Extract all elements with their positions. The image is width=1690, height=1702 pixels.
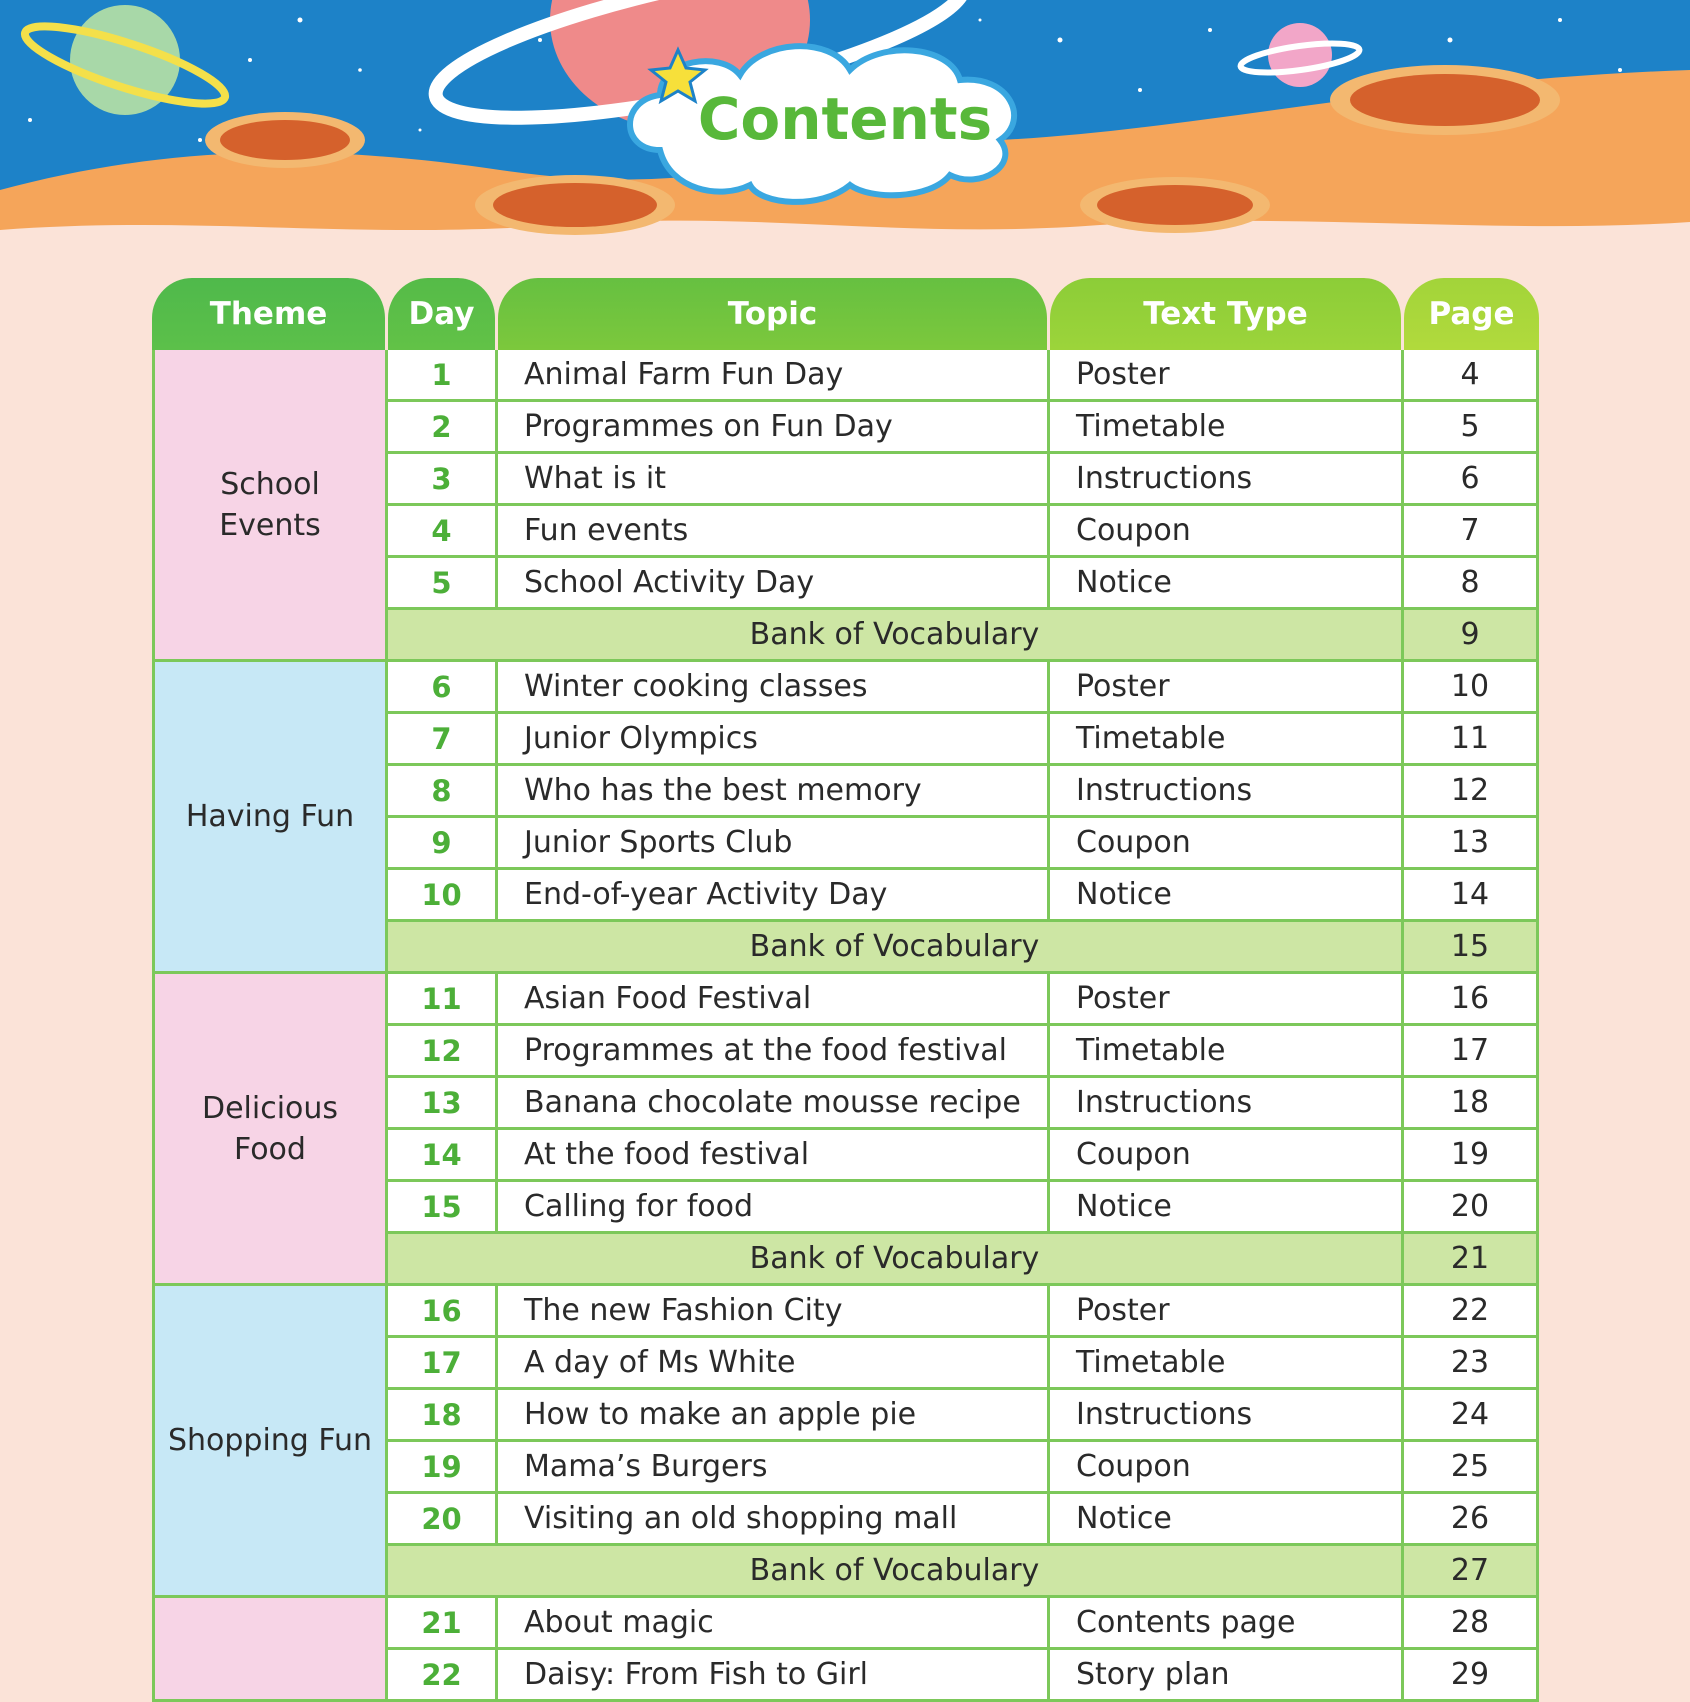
page-cell: 17 [1404,1026,1539,1078]
page-cell: 6 [1404,454,1539,506]
day-cell: 17 [388,1338,498,1390]
page-cell: 25 [1404,1442,1539,1494]
vocabulary-label: Bank of Vocabulary [388,922,1404,974]
day-cell: 10 [388,870,498,922]
day-cell: 21 [388,1598,498,1650]
text-type-cell: Contents page [1050,1598,1404,1650]
day-cell: 6 [388,662,498,714]
text-type-cell: Coupon [1050,1130,1404,1182]
topic-cell: Calling for food [498,1182,1050,1234]
vocabulary-page: 15 [1404,922,1539,974]
text-type-cell: Instructions [1050,454,1404,506]
day-cell: 15 [388,1182,498,1234]
header-page: Page [1404,278,1539,350]
text-type-cell: Notice [1050,1182,1404,1234]
page-cell: 23 [1404,1338,1539,1390]
day-cell: 3 [388,454,498,506]
page-cell: 20 [1404,1182,1539,1234]
contents-table [152,278,1539,1702]
topic-cell: How to make an apple pie [498,1390,1050,1442]
text-type-cell: Timetable [1050,1338,1404,1390]
page-cell: 29 [1404,1650,1539,1702]
header-day: Day [388,278,498,350]
vocabulary-label: Bank of Vocabulary [388,610,1404,662]
page-cell: 13 [1404,818,1539,870]
day-cell: 8 [388,766,498,818]
topic-cell: The new Fashion City [498,1286,1050,1338]
page-cell: 22 [1404,1286,1539,1338]
contents-body [152,350,1539,1702]
page-cell: 24 [1404,1390,1539,1442]
day-cell: 9 [388,818,498,870]
table-row [152,1286,1539,1338]
topic-cell: At the food festival [498,1130,1050,1182]
page-cell: 5 [1404,402,1539,454]
page-cell: 16 [1404,974,1539,1026]
topic-cell: Visiting an old shopping mall [498,1494,1050,1546]
text-type-cell: Coupon [1050,506,1404,558]
topic-cell: Programmes on Fun Day [498,402,1050,454]
text-type-cell: Timetable [1050,402,1404,454]
text-type-cell: Instructions [1050,766,1404,818]
page-cell: 14 [1404,870,1539,922]
text-type-cell: Instructions [1050,1390,1404,1442]
day-cell: 7 [388,714,498,766]
text-type-cell: Poster [1050,662,1404,714]
text-type-cell: Poster [1050,350,1404,402]
vocabulary-page: 21 [1404,1234,1539,1286]
topic-cell: End-of-year Activity Day [498,870,1050,922]
day-cell: 1 [388,350,498,402]
text-type-cell: Notice [1050,558,1404,610]
text-type-cell: Coupon [1050,818,1404,870]
day-cell: 2 [388,402,498,454]
text-type-cell: Poster [1050,1286,1404,1338]
text-type-cell: Timetable [1050,1026,1404,1078]
day-cell: 5 [388,558,498,610]
topic-cell: Fun events [498,506,1050,558]
topic-cell: Junior Olympics [498,714,1050,766]
page-cell: 10 [1404,662,1539,714]
day-cell: 11 [388,974,498,1026]
table-row [152,350,1539,402]
day-cell: 19 [388,1442,498,1494]
topic-cell: What is it [498,454,1050,506]
page-cell: 19 [1404,1130,1539,1182]
table-row [152,974,1539,1026]
vocabulary-page: 9 [1404,610,1539,662]
text-type-cell: Story plan [1050,1650,1404,1702]
table-row [152,662,1539,714]
topic-cell: About magic [498,1598,1050,1650]
header-theme: Theme [152,278,388,350]
topic-cell: Programmes at the food festival [498,1026,1050,1078]
vocabulary-label: Bank of Vocabulary [388,1234,1404,1286]
page-cell: 28 [1404,1598,1539,1650]
theme-cell: School Events [152,350,388,662]
text-type-cell: Instructions [1050,1078,1404,1130]
topic-cell: Junior Sports Club [498,818,1050,870]
topic-cell: School Activity Day [498,558,1050,610]
theme-cell [152,1598,388,1702]
theme-cell: Shopping Fun [152,1286,388,1598]
day-cell: 18 [388,1390,498,1442]
header-text-type: Text Type [1050,278,1404,350]
page-title-text: Contents [697,85,993,153]
text-type-cell: Poster [1050,974,1404,1026]
topic-cell: A day of Ms White [498,1338,1050,1390]
day-cell: 20 [388,1494,498,1546]
day-cell: 14 [388,1130,498,1182]
vocabulary-label: Bank of Vocabulary [388,1546,1404,1598]
topic-cell: Animal Farm Fun Day [498,350,1050,402]
topic-cell: Asian Food Festival [498,974,1050,1026]
topic-cell: Mama’s Burgers [498,1442,1050,1494]
text-type-cell: Coupon [1050,1442,1404,1494]
topic-cell: Who has the best memory [498,766,1050,818]
day-cell: 13 [388,1078,498,1130]
topic-cell: Banana chocolate mousse recipe [498,1078,1050,1130]
page-cell: 26 [1404,1494,1539,1546]
theme-cell: Delicious Food [152,974,388,1286]
page-cell: 18 [1404,1078,1539,1130]
theme-cell: Having Fun [152,662,388,974]
day-cell: 12 [388,1026,498,1078]
planet-small [1268,23,1332,87]
header-topic: Topic [498,278,1050,350]
topic-cell: Daisy: From Fish to Girl [498,1650,1050,1702]
page-cell: 11 [1404,714,1539,766]
text-type-cell: Notice [1050,1494,1404,1546]
page-cell: 8 [1404,558,1539,610]
topic-cell: Winter cooking classes [498,662,1050,714]
vocabulary-page: 27 [1404,1546,1539,1598]
table-row [152,1598,1539,1650]
day-cell: 16 [388,1286,498,1338]
page-cell: 12 [1404,766,1539,818]
page-cell: 4 [1404,350,1539,402]
day-cell: 4 [388,506,498,558]
text-type-cell: Timetable [1050,714,1404,766]
page-cell: 7 [1404,506,1539,558]
day-cell: 22 [388,1650,498,1702]
header-row [152,278,1539,350]
page-title [655,85,1035,153]
text-type-cell: Notice [1050,870,1404,922]
